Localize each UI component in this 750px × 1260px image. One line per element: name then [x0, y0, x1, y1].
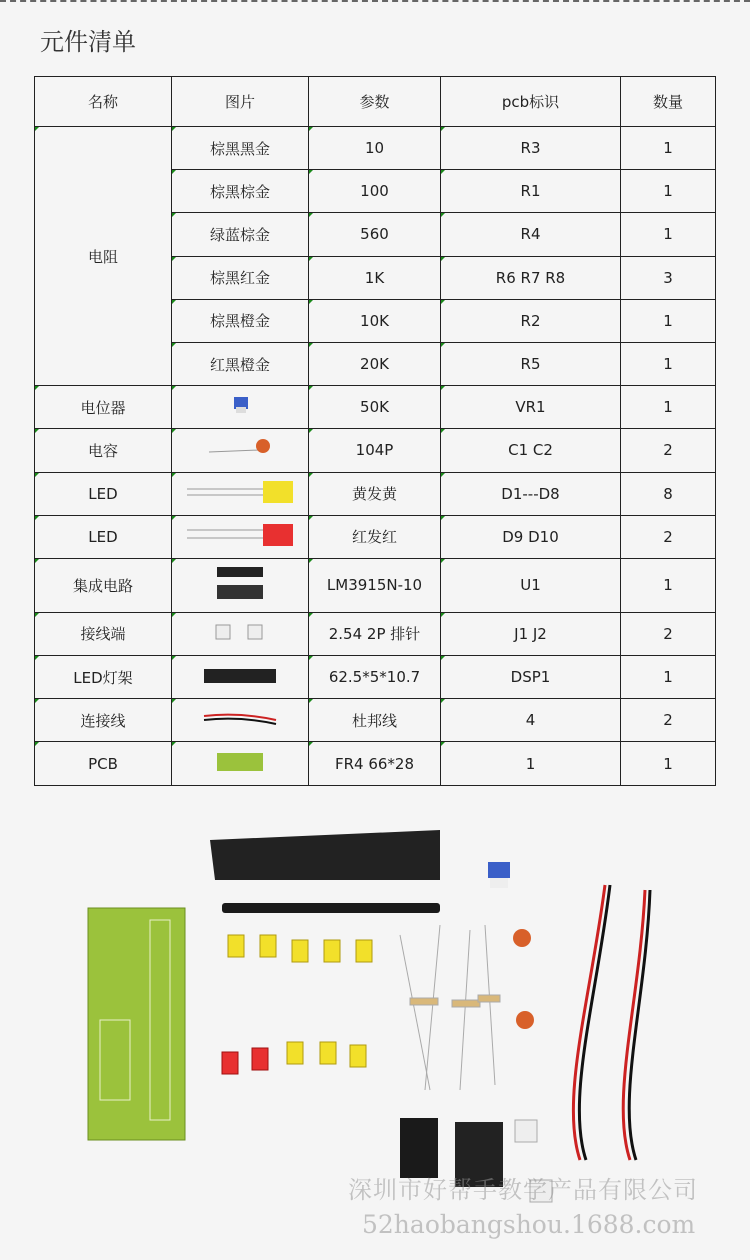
cell-param: 杜邦线: [309, 699, 441, 742]
cell-picture: [172, 558, 309, 612]
cell-qty: 2: [621, 612, 716, 655]
cell-param: 10K: [309, 299, 441, 342]
table-row: [35, 515, 716, 558]
cell-qty: 1: [621, 656, 716, 699]
component-table: [34, 76, 716, 786]
pcb-image: [215, 759, 265, 777]
cell-picture: 棕黑黑金: [172, 127, 309, 170]
cell-picture: 棕黑红金: [172, 256, 309, 299]
cell-pcb: U1: [441, 558, 621, 612]
cell-pcb: VR1: [441, 386, 621, 429]
cell-qty: 8: [621, 472, 716, 515]
table-row: [35, 558, 716, 612]
cell-pcb: R5: [441, 342, 621, 385]
cell-picture: 绿蓝棕金: [172, 213, 309, 256]
header-qty: 数量: [621, 77, 716, 127]
cell-qty: 3: [621, 256, 716, 299]
cell-param: FR4 66*28: [309, 742, 441, 785]
cell-pcb: R4: [441, 213, 621, 256]
cell-param: 2.54 2P 排针: [309, 612, 441, 655]
pcb-board: [88, 908, 185, 1140]
cell-picture: [172, 515, 309, 558]
cell-param: 104P: [309, 429, 441, 472]
header-picture: 图片: [172, 77, 309, 127]
dashed-divider: [0, 0, 750, 2]
cell-pcb: 1: [441, 742, 621, 785]
cell-picture: [172, 386, 309, 429]
cell-pcb: J1 J2: [441, 612, 621, 655]
led-yellow-image: [185, 491, 295, 509]
leds-photo: [222, 935, 372, 1074]
header-param: 参数: [309, 77, 441, 127]
table-row: [35, 656, 716, 699]
cell-picture: [172, 472, 309, 515]
cell-pcb: R2: [441, 299, 621, 342]
cell-pcb: R3: [441, 127, 621, 170]
table-row: [35, 742, 716, 785]
cell-param: LM3915N-10: [309, 558, 441, 612]
cell-name: LED: [35, 472, 172, 515]
cell-pcb: C1 C2: [441, 429, 621, 472]
cell-name: LED灯架: [35, 656, 172, 699]
table-row: [35, 429, 716, 472]
cell-param: 100: [309, 170, 441, 213]
cell-picture: [172, 699, 309, 742]
cell-name: LED: [35, 515, 172, 558]
cell-param: 10: [309, 127, 441, 170]
connector-image: [210, 629, 270, 647]
cell-qty: 1: [621, 170, 716, 213]
wires-photo: [573, 885, 650, 1160]
watermark-url: 52haobangshou.1688.com: [362, 1210, 696, 1239]
cell-name: 电容: [35, 429, 172, 472]
cell-picture: 红黑橙金: [172, 342, 309, 385]
cell-param: 20K: [309, 342, 441, 385]
table-row: [35, 127, 716, 170]
cell-name: 电阻: [35, 127, 172, 386]
cell-param: 560: [309, 213, 441, 256]
cell-picture: [172, 429, 309, 472]
table-row: [35, 699, 716, 742]
cell-qty: 1: [621, 742, 716, 785]
cell-param: 1K: [309, 256, 441, 299]
potentiometer-photo: [488, 862, 510, 888]
cell-param: 红发红: [309, 515, 441, 558]
header-pcb: pcb标识: [441, 77, 621, 127]
page-title: 元件清单: [40, 28, 136, 56]
cell-qty: 1: [621, 299, 716, 342]
potentiometer-image: [220, 403, 260, 421]
cell-name: 集成电路: [35, 558, 172, 612]
resistors-photo: [400, 925, 500, 1090]
led-bracket-photo: [210, 830, 440, 913]
led-red-image: [185, 534, 295, 552]
watermark-company: 深圳市好帮手教学产品有限公司: [348, 1176, 698, 1204]
header-name: 名称: [35, 77, 172, 127]
cell-picture: 棕黑棕金: [172, 170, 309, 213]
cell-qty: 2: [621, 699, 716, 742]
cell-picture: [172, 656, 309, 699]
cell-qty: 2: [621, 429, 716, 472]
wire-image: [200, 714, 280, 732]
cell-name: 接线端: [35, 612, 172, 655]
cell-picture: [172, 612, 309, 655]
cell-pcb: D1---D8: [441, 472, 621, 515]
cell-pcb: 4: [441, 699, 621, 742]
led-bracket-image: [200, 671, 280, 689]
cell-pcb: R6 R7 R8: [441, 256, 621, 299]
capacitor-image: [205, 446, 275, 464]
table-row: [35, 472, 716, 515]
capacitors-photo: [513, 929, 534, 1029]
cell-qty: 1: [621, 386, 716, 429]
cell-param: 黄发黄: [309, 472, 441, 515]
cell-pcb: R1: [441, 170, 621, 213]
cell-qty: 1: [621, 342, 716, 385]
ic-socket-image: [215, 589, 265, 607]
cell-pcb: DSP1: [441, 656, 621, 699]
cell-qty: 1: [621, 213, 716, 256]
cell-name: 连接线: [35, 699, 172, 742]
cell-param: 50K: [309, 386, 441, 429]
table-header: [35, 77, 716, 127]
cell-picture: 棕黑橙金: [172, 299, 309, 342]
cell-param: 62.5*5*10.7: [309, 656, 441, 699]
table-row: [35, 612, 716, 655]
cell-qty: 1: [621, 127, 716, 170]
cell-pcb: D9 D10: [441, 515, 621, 558]
cell-qty: 1: [621, 558, 716, 612]
cell-picture: [172, 742, 309, 785]
table-row: [35, 386, 716, 429]
cell-name: PCB: [35, 742, 172, 785]
cell-qty: 2: [621, 515, 716, 558]
cell-name: 电位器: [35, 386, 172, 429]
